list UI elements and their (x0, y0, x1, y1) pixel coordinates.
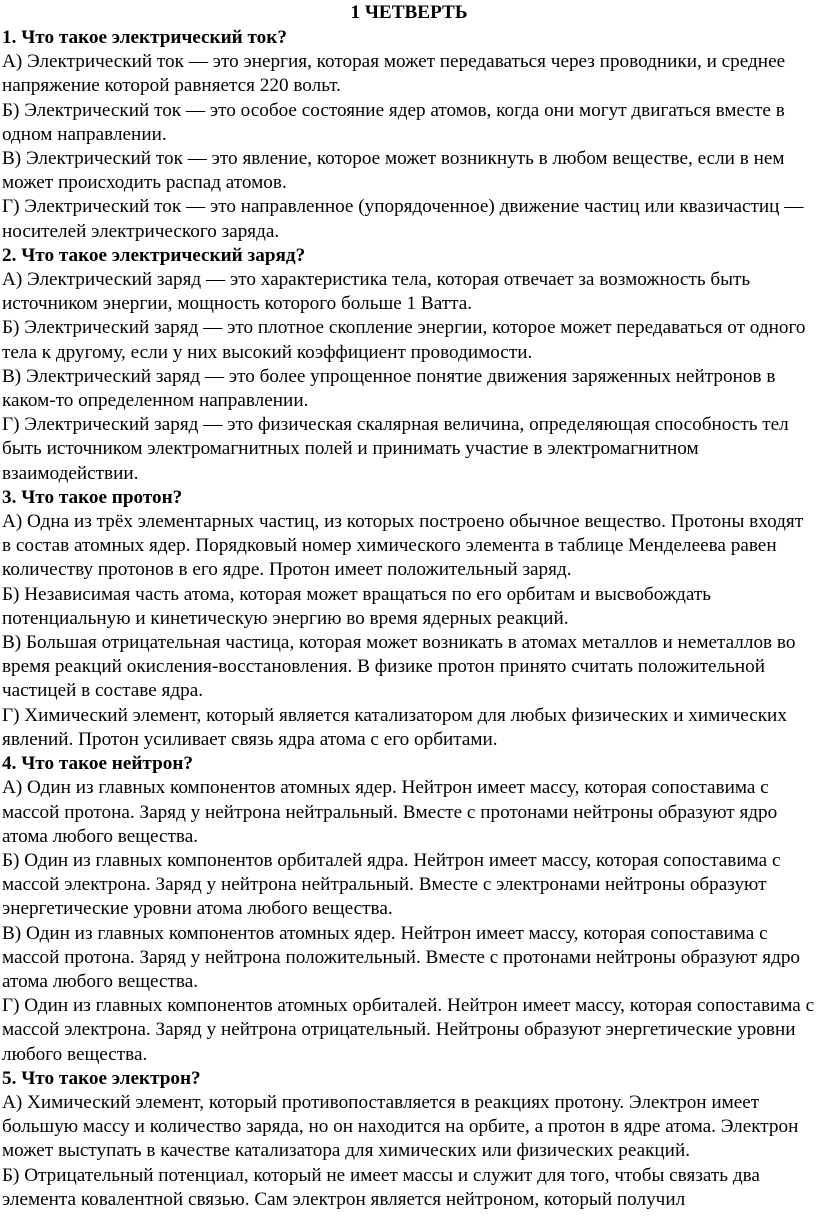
answer-option: Б) Электрический заряд — это плотное скопление энергии, которое может передаваться от одного тела к другому, если у них высокий коэффициент проводимости. (2, 317, 806, 363)
question-block (2, 486, 816, 752)
answer-option: А) Один из главных компонентов атомных ядер. Нейтрон имеет массу, которая сопоставима с массой протона. Заряд у нейтрона нейтральный. Вместе с протонами нейтроны образуют ядро атома любого вещества. (2, 777, 778, 847)
document-title: 1 ЧЕТВЕРТЬ (350, 2, 468, 23)
answer-option: Б) Независимая часть атома, которая может вращаться по его орбитам и высвобождать потенциальную и кинетическую энергию во время ядерных реакций. (2, 583, 711, 629)
question-text: 3. Что такое протон? (2, 486, 183, 508)
document (2, 0, 816, 1212)
question-block (2, 244, 816, 486)
answer-option: В) Один из главных компонентов атомных ядер. Нейтрон имеет массу, которая сопоставима с массой протона. Заряд у нейтрона положительный. Вместе с протонами нейтроны образуют ядро атома любого вещества. (2, 922, 801, 992)
question-text: 4. Что такое нейтрон? (2, 753, 193, 775)
question-block (2, 26, 816, 244)
answer-option: Г) Электрический заряд — это физическая скалярная величина, определяющая способность тел быть источником электромагнитных полей и принимать участие в электромагнитном взаимодействии. (2, 414, 789, 484)
answer-option: В) Большая отрицательная частица, которая может возникать в атомах металлов и неметаллов во время реакций окисления-восстановления. В физике протон принято считать положительной частицей в составе ядра. (2, 632, 796, 702)
answer-option: Б) Один из главных компонентов орбиталей ядра. Нейтрон имеет массу, которая сопоставима с массой электрона. Заряд у нейтрона нейтральный. Вместе с электронами нейтроны образуют энергетические уровни атома любого вещества. (2, 849, 781, 920)
question-text: 2. Что такое электрический заряд? (2, 244, 306, 266)
question-block (2, 752, 816, 1067)
question-text: 5. Что такое электрон? (2, 1067, 201, 1089)
answer-option: В) Электрический ток — это явление, которое может возникнуть в любом веществе, если в нем может происходить распад атомов. (2, 148, 785, 194)
answer-option: А) Электрический ток — это энергия, которая может передаваться через проводники, и среднее напряжение которой равняется 220 вольт. (2, 51, 786, 97)
answer-option: Г) Электрический ток — это направленное (упорядоченное) движение частиц или квазичастиц — носителей электрического заряда. (2, 196, 804, 242)
question-block (2, 1067, 816, 1212)
answer-option: А) Одна из трёх элементарных частиц, из которых построено обычное вещество. Протоны входят в состав атомных ядер. Порядковый номер химического элемента в таблице Менделеева равен количеству протонов в его ядре. Протон имеет положительный заряд. (2, 511, 804, 581)
answer-option: А) Электрический заряд — это характеристика тела, которая отвечает за возможность быть источником энергии, мощность которого больше 1 Ватта. (2, 269, 751, 315)
question-text: 1. Что такое электрический ток? (2, 27, 287, 48)
answer-option: А) Химический элемент, который противопоставляется в реакциях протону. Электрон имеет большую массу и количество заряда, но он находится на орбите, а протон в ядре атома. Электрон может выступать в качестве катализатора для химических или физических реакций. (2, 1091, 799, 1162)
answer-option: Г) Один из главных компонентов атомных орбиталей. Нейтрон имеет массу, которая сопоставима с массой электрона. Заряд у нейтрона отрицательный. Нейтроны образуют энергетические уровни любого вещества. (2, 995, 815, 1065)
answer-option: В) Электрический заряд — это более упрощенное понятие движения заряженных нейтронов в каком-то определенном направлении. (2, 365, 776, 412)
answer-option: Г) Химический элемент, который является катализатором для любых физических и химических явлений. Протон усиливает связь ядра атома с его орбитами. (2, 704, 787, 750)
answer-option: Б) Электрический ток — это особое состояние ядер атомов, когда они могут двигаться вместе в одном направлении. (2, 99, 785, 145)
answer-option: Б) Отрицательный потенциал, который не имеет массы и служит для того, чтобы связать два элемента ковалентной связью. Сам электрон является нейтроном, который получил (2, 1164, 760, 1210)
